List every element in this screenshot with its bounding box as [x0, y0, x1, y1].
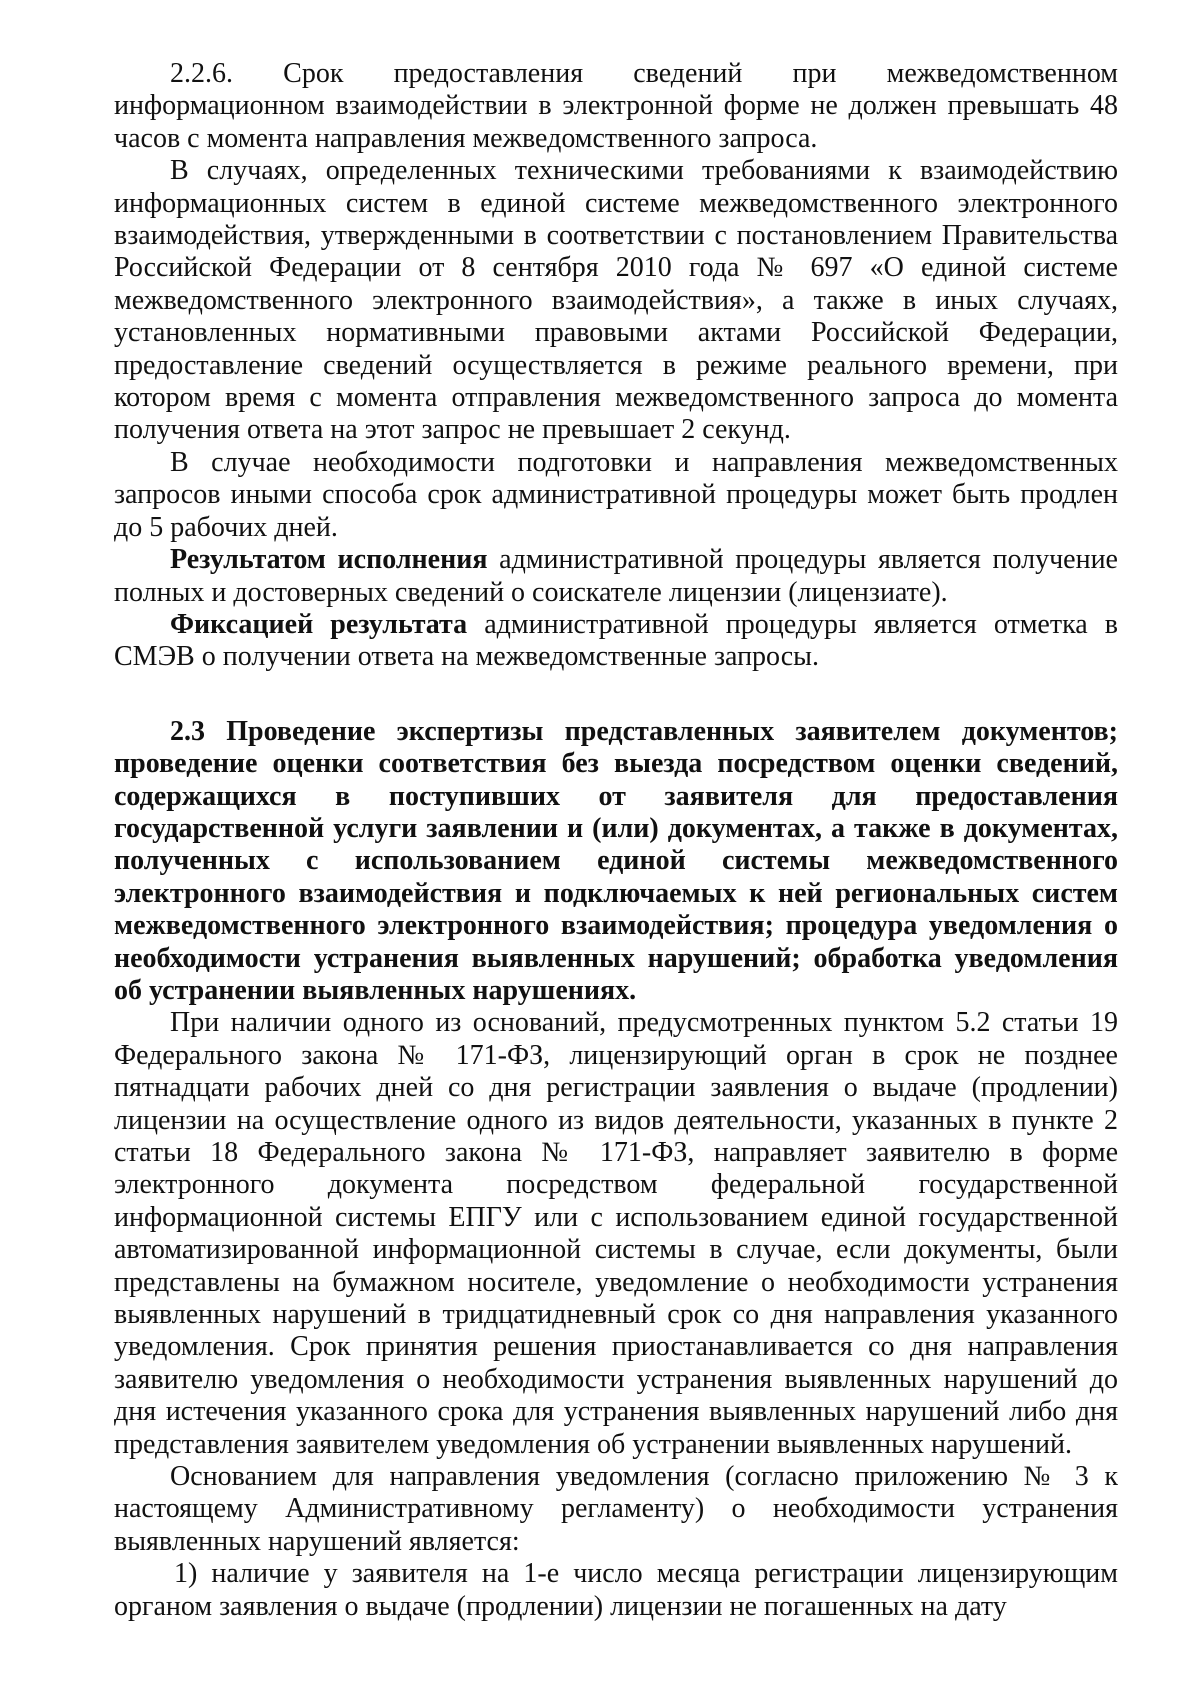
paragraph-result — [114, 544, 1118, 609]
fixation-label: Фиксацией результата — [170, 608, 468, 640]
paragraph-extension: В случае необходимости подготовки и направления межведомственных запросов иными способа срок административной процедуры может быть продлен до 5 рабочих дней. — [114, 446, 1118, 543]
result-text: административной процедуры является получение полных и достоверных сведений о соискателе лицензии (лицензиате). — [114, 544, 1118, 608]
section-gap — [114, 674, 1118, 716]
paragraph-notification-grounds: Основанием для направления уведомления (согласно приложению № 3 к настоящему Административному регламенту) о необходимости устранения выявленных нарушений является: — [114, 1461, 1118, 1557]
result-label: Результатом исполнения — [170, 544, 488, 576]
paragraph-real-time-exchange: В случаях, определенных техническими требованиями к взаимодействию информационных систем в единой системе межведомственного электронного взаимодействия, утвержденными в соответствии с постановлением Правительства Российской Федерации от 8 сентября 2010 года № 697 «О единой системе межведомственного электронного взаимодействия», а также в иных случаях, установленных нормативными правовыми актами Российской Федерации, предоставление сведений осуществляется в режиме реального времени, при котором время с момента отправления межведомственного запроса до момента получения ответа на этот запрос не превышает 2 секунд. — [114, 155, 1118, 446]
paragraph-result-fixation — [114, 609, 1118, 674]
section-2-3-heading: 2.3 Проведение экспертизы представленных заявителем документов; проведение оценки соответствия без выезда посредством оценки сведений, содержащихся в поступивших от заявителя для предоставления государственной услуги заявлении и (или) документах, а также в документах, полученных с использованием единой системы межведомственного электронного взаимодействия и подключаемых к ней региональных систем межведомственного электронного взаимодействия; процедура уведомления о необходимости устранения выявленных нарушений; обработка уведомления об устранении выявленных нарушениях. — [114, 715, 1118, 1006]
paragraph-notification-procedure: При наличии одного из оснований, предусмотренных пунктом 5.2 статьи 19 Федерального закона № 171-ФЗ, лицензирующий орган в срок не позднее пятнадцати рабочих дней со дня регистрации заявления о выдаче (продлении) лицензии на осуществление одного из видов деятельности, указанных в пункте 2 статьи 18 Федерального закона № 171-ФЗ, направляет заявителю в форме электронного документа посредством федеральной государственной информационной системы ЕПГУ или с использованием единой государственной автоматизированной информационной системы в случае, если документы, были представлены на бумажном носителе, уведомление о необходимости устранения выявленных нарушений в тридцатидневный срок со дня направления указанного уведомления. Срок принятия решения приостанавливается со дня направления заявителю уведомления о необходимости устранения выявленных нарушений до дня истечения указанного срока для устранения выявленных нарушений либо дня представления заявителем уведомления об устранении выявленных нарушений. — [114, 1007, 1118, 1460]
document-page — [114, 58, 1118, 1623]
list-item-1: 1) наличие у заявителя на 1-е число месяца регистрации лицензирующим органом заявления о выдаче (продлении) лицензии не погашенных на дату — [114, 1558, 1118, 1622]
paragraph-2-2-6-term: 2.2.6. Срок предоставления сведений при межведомственном информационном взаимодействии в электронной форме не должен превышать 48 часов с момента направления межведомственного запроса. — [114, 58, 1118, 154]
fixation-text: административной процедуры является отметка в СМЭВ о получении ответа на межведомственные запросы. — [114, 608, 1118, 673]
